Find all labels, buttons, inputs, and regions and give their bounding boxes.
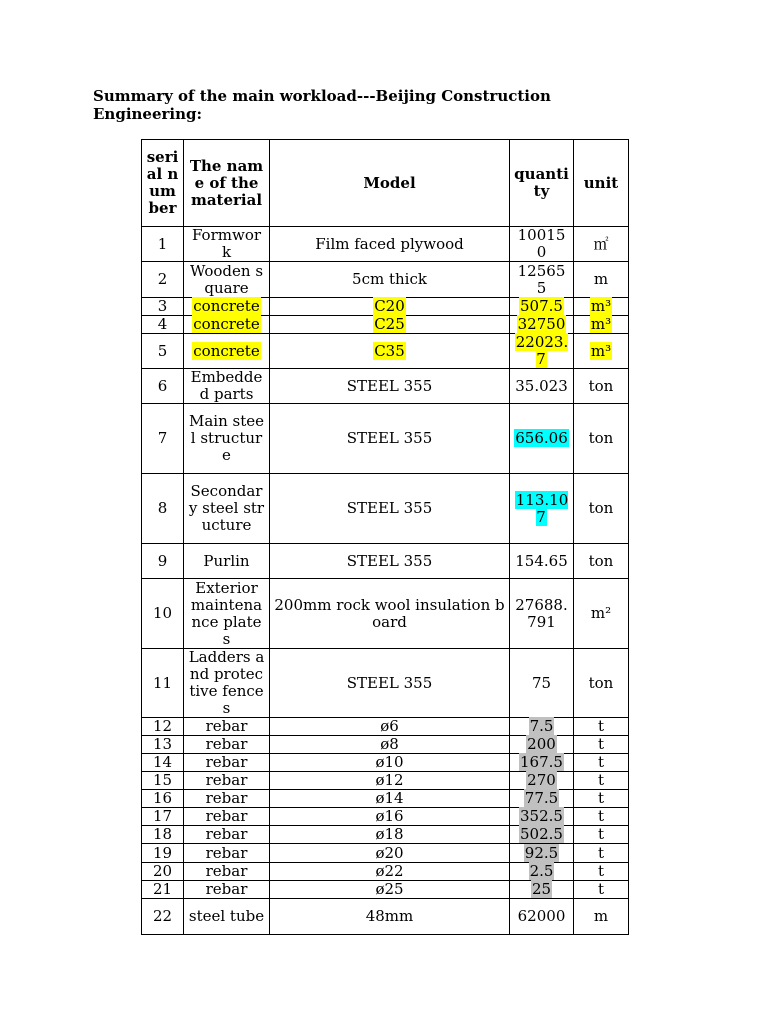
unit-value: m³ xyxy=(590,341,612,360)
serial-value: 3 xyxy=(157,297,168,315)
cell-model xyxy=(270,772,510,790)
model-value: ø25 xyxy=(375,880,404,898)
cell-model xyxy=(270,227,510,262)
table-row xyxy=(142,649,629,718)
name-value: rebar xyxy=(205,807,248,825)
unit-value: t xyxy=(597,862,605,880)
cell-serial xyxy=(142,369,184,404)
cell-unit xyxy=(574,844,629,863)
table-row xyxy=(142,718,629,736)
cell-name xyxy=(184,369,270,404)
table-row xyxy=(142,334,629,369)
cell-unit xyxy=(574,754,629,772)
cell-serial xyxy=(142,474,184,544)
name-value: Purlin xyxy=(203,551,250,570)
serial-value: 18 xyxy=(152,825,173,843)
cell-quantity xyxy=(510,227,574,262)
serial-value: 17 xyxy=(152,807,173,825)
table-row xyxy=(142,579,629,649)
cell-name xyxy=(184,579,270,649)
name-value: concrete xyxy=(193,297,260,315)
cell-name xyxy=(184,334,270,369)
cell-unit xyxy=(574,736,629,754)
unit-value: t xyxy=(597,771,605,789)
quantity-value: 125655 xyxy=(517,261,566,297)
cell-model xyxy=(270,316,510,334)
table-row xyxy=(142,826,629,844)
quantity-value: 7.5 xyxy=(529,717,554,735)
cell-name xyxy=(184,227,270,262)
model-value: STEEL 355 xyxy=(346,499,433,517)
cell-serial xyxy=(142,262,184,298)
model-value: ø12 xyxy=(375,771,404,789)
table-row xyxy=(142,404,629,474)
serial-value: 4 xyxy=(157,315,168,333)
model-value: 48mm xyxy=(365,907,414,925)
cell-serial xyxy=(142,736,184,754)
name-value: rebar xyxy=(205,862,248,880)
cell-name xyxy=(184,844,270,863)
serial-value: 8 xyxy=(157,499,168,517)
name-value: rebar xyxy=(205,717,248,735)
workload-table xyxy=(141,139,629,935)
unit-value: t xyxy=(597,789,605,807)
cell-model xyxy=(270,844,510,863)
unit-value: m xyxy=(593,270,609,288)
quantity-value: 75 xyxy=(531,673,552,692)
cell-serial xyxy=(142,754,184,772)
cell-quantity xyxy=(510,772,574,790)
quantity-value: 32750 xyxy=(517,315,566,333)
cell-name xyxy=(184,736,270,754)
name-value: concrete xyxy=(193,341,260,360)
cell-name xyxy=(184,262,270,298)
serial-value: 13 xyxy=(152,735,173,753)
document-title: Summary of the main workload---Beijing Construction Engineering: xyxy=(93,87,551,123)
cell-serial xyxy=(142,227,184,262)
serial-value: 14 xyxy=(152,753,173,771)
cell-model xyxy=(270,754,510,772)
table-row xyxy=(142,298,629,316)
table-row xyxy=(142,369,629,404)
cell-name xyxy=(184,881,270,899)
cell-name xyxy=(184,790,270,808)
cell-model xyxy=(270,808,510,826)
model-value: ø10 xyxy=(375,753,404,771)
name-value: rebar xyxy=(205,735,248,753)
model-value: C25 xyxy=(374,315,405,333)
model-value: STEEL 355 xyxy=(346,673,433,692)
unit-value: ton xyxy=(588,673,614,692)
table-row xyxy=(142,544,629,579)
cell-quantity xyxy=(510,262,574,298)
cell-quantity xyxy=(510,736,574,754)
cell-name xyxy=(184,863,270,881)
cell-quantity xyxy=(510,899,574,935)
cell-model xyxy=(270,474,510,544)
header-material-name: The name of the material xyxy=(184,140,270,227)
cell-name xyxy=(184,826,270,844)
quantity-value: 113.107 xyxy=(515,490,569,526)
cell-model xyxy=(270,649,510,718)
cell-unit xyxy=(574,899,629,935)
cell-unit xyxy=(574,316,629,334)
model-value: ø18 xyxy=(375,825,404,843)
serial-value: 1 xyxy=(157,234,168,253)
cell-serial xyxy=(142,649,184,718)
unit-value: t xyxy=(597,880,605,898)
cell-serial xyxy=(142,863,184,881)
table-body xyxy=(142,227,629,935)
cell-serial xyxy=(142,544,184,579)
cell-serial xyxy=(142,826,184,844)
cell-name xyxy=(184,544,270,579)
header-serial-number: serial number xyxy=(142,140,184,227)
quantity-value: 100150 xyxy=(517,226,566,261)
cell-quantity xyxy=(510,404,574,474)
name-value: concrete xyxy=(193,315,260,333)
cell-unit xyxy=(574,863,629,881)
cell-quantity xyxy=(510,334,574,369)
cell-quantity xyxy=(510,826,574,844)
cell-serial xyxy=(142,790,184,808)
quantity-value: 167.5 xyxy=(520,753,563,771)
unit-value: t xyxy=(597,825,605,843)
cell-model xyxy=(270,262,510,298)
cell-serial xyxy=(142,334,184,369)
cell-unit xyxy=(574,808,629,826)
name-value: rebar xyxy=(205,843,248,862)
unit-value: ㎡ xyxy=(593,234,609,253)
table-row xyxy=(142,844,629,863)
name-value: Ladders and protective fences xyxy=(188,648,265,717)
quantity-value: 77.5 xyxy=(524,789,559,807)
unit-value: ton xyxy=(588,499,614,517)
model-value: STEEL 355 xyxy=(346,376,433,395)
cell-quantity xyxy=(510,298,574,316)
cell-unit xyxy=(574,790,629,808)
cell-quantity xyxy=(510,844,574,863)
name-value: rebar xyxy=(205,825,248,843)
serial-value: 22 xyxy=(152,907,173,925)
serial-value: 16 xyxy=(152,789,173,807)
cell-unit xyxy=(574,881,629,899)
cell-serial xyxy=(142,844,184,863)
unit-value: t xyxy=(597,717,605,735)
quantity-value: 270 xyxy=(527,771,556,789)
quantity-value: 154.65 xyxy=(515,551,568,570)
model-value: STEEL 355 xyxy=(346,429,433,447)
cell-unit xyxy=(574,262,629,298)
cell-unit xyxy=(574,718,629,736)
unit-value: m² xyxy=(590,604,612,622)
cell-model xyxy=(270,579,510,649)
unit-value: m³ xyxy=(590,297,612,315)
cell-serial xyxy=(142,772,184,790)
quantity-value: 25 xyxy=(531,880,552,898)
table-row xyxy=(142,808,629,826)
name-value: rebar xyxy=(205,771,248,789)
name-value: rebar xyxy=(205,789,248,807)
cell-name xyxy=(184,316,270,334)
cell-serial xyxy=(142,718,184,736)
serial-value: 12 xyxy=(152,717,173,735)
serial-value: 10 xyxy=(152,604,173,622)
cell-model xyxy=(270,736,510,754)
cell-quantity xyxy=(510,863,574,881)
cell-model xyxy=(270,881,510,899)
serial-value: 7 xyxy=(157,429,168,447)
header-quantity: quantity xyxy=(510,140,574,227)
quantity-value: 352.5 xyxy=(520,807,563,825)
model-value: ø20 xyxy=(375,843,404,862)
quantity-value: 2.5 xyxy=(529,862,554,880)
cell-model xyxy=(270,334,510,369)
name-value: Formwork xyxy=(191,226,262,261)
name-value: steel tube xyxy=(188,907,265,925)
name-value: rebar xyxy=(205,880,248,898)
name-value: Embedded parts xyxy=(190,368,263,403)
serial-value: 20 xyxy=(152,862,173,880)
cell-unit xyxy=(574,227,629,262)
cell-unit xyxy=(574,826,629,844)
cell-quantity xyxy=(510,579,574,649)
table-row xyxy=(142,899,629,935)
name-value: Wooden square xyxy=(189,261,264,297)
quantity-value: 92.5 xyxy=(524,843,559,862)
cell-quantity xyxy=(510,369,574,404)
cell-model xyxy=(270,404,510,474)
unit-value: t xyxy=(597,735,605,753)
quantity-value: 200 xyxy=(527,735,556,753)
model-value: ø14 xyxy=(375,789,404,807)
cell-name xyxy=(184,649,270,718)
unit-value: ton xyxy=(588,429,614,447)
cell-quantity xyxy=(510,544,574,579)
cell-serial xyxy=(142,808,184,826)
name-value: rebar xyxy=(205,753,248,771)
table-row xyxy=(142,736,629,754)
cell-name xyxy=(184,298,270,316)
serial-value: 21 xyxy=(152,880,173,898)
header-unit: unit xyxy=(574,140,629,227)
unit-value: t xyxy=(597,753,605,771)
table-row xyxy=(142,474,629,544)
model-value: ø8 xyxy=(380,735,399,753)
serial-value: 6 xyxy=(157,376,168,395)
serial-value: 9 xyxy=(157,551,168,570)
name-value: Secondary steel structure xyxy=(188,482,265,534)
cell-quantity xyxy=(510,790,574,808)
quantity-value: 507.5 xyxy=(520,297,563,315)
cell-model xyxy=(270,718,510,736)
table-row xyxy=(142,881,629,899)
cell-unit xyxy=(574,404,629,474)
cell-serial xyxy=(142,404,184,474)
cell-quantity xyxy=(510,808,574,826)
table-row xyxy=(142,772,629,790)
table-row xyxy=(142,316,629,334)
model-value: ø16 xyxy=(375,807,404,825)
cell-model xyxy=(270,298,510,316)
model-value: C35 xyxy=(374,341,405,360)
serial-value: 15 xyxy=(152,771,173,789)
model-value: 200mm rock wool insulation board xyxy=(274,595,505,631)
model-value: ø6 xyxy=(380,717,399,735)
unit-value: m xyxy=(593,907,609,925)
cell-quantity xyxy=(510,754,574,772)
cell-model xyxy=(270,899,510,935)
table-row xyxy=(142,790,629,808)
cell-model xyxy=(270,790,510,808)
cell-quantity xyxy=(510,649,574,718)
cell-name xyxy=(184,754,270,772)
quantity-value: 502.5 xyxy=(520,825,563,843)
cell-unit xyxy=(574,474,629,544)
model-value: 5cm thick xyxy=(352,270,427,288)
cell-model xyxy=(270,826,510,844)
model-value: C20 xyxy=(374,297,405,315)
cell-serial xyxy=(142,881,184,899)
cell-serial xyxy=(142,899,184,935)
table-row xyxy=(142,754,629,772)
cell-serial xyxy=(142,316,184,334)
unit-value: m³ xyxy=(590,315,612,333)
table-header-row xyxy=(142,140,629,227)
unit-value: ton xyxy=(588,376,614,395)
cell-name xyxy=(184,718,270,736)
cell-quantity xyxy=(510,718,574,736)
cell-unit xyxy=(574,369,629,404)
table-row xyxy=(142,262,629,298)
header-model: Model xyxy=(270,140,510,227)
unit-value: t xyxy=(597,807,605,825)
serial-value: 11 xyxy=(152,673,173,692)
cell-unit xyxy=(574,772,629,790)
cell-unit xyxy=(574,579,629,649)
quantity-value: 35.023 xyxy=(515,376,568,395)
cell-model xyxy=(270,369,510,404)
serial-value: 2 xyxy=(157,270,168,288)
quantity-value: 656.06 xyxy=(515,429,568,447)
quantity-value: 27688.791 xyxy=(515,595,568,631)
cell-quantity xyxy=(510,474,574,544)
serial-value: 5 xyxy=(157,341,168,360)
table-row xyxy=(142,863,629,881)
quantity-value: 22023.7 xyxy=(515,333,569,368)
unit-value: ton xyxy=(588,551,614,570)
cell-name xyxy=(184,404,270,474)
cell-quantity xyxy=(510,316,574,334)
cell-unit xyxy=(574,298,629,316)
cell-model xyxy=(270,863,510,881)
cell-quantity xyxy=(510,881,574,899)
table-row xyxy=(142,227,629,262)
cell-unit xyxy=(574,649,629,718)
quantity-value: 62000 xyxy=(517,907,566,925)
cell-name xyxy=(184,899,270,935)
cell-serial xyxy=(142,298,184,316)
cell-unit xyxy=(574,334,629,369)
cell-name xyxy=(184,772,270,790)
unit-value: t xyxy=(597,843,605,862)
serial-value: 19 xyxy=(152,843,173,862)
model-value: STEEL 355 xyxy=(346,551,433,570)
cell-serial xyxy=(142,579,184,649)
model-value: ø22 xyxy=(375,862,404,880)
cell-name xyxy=(184,474,270,544)
cell-name xyxy=(184,808,270,826)
name-value: Main steel structure xyxy=(188,412,264,464)
name-value: Exterior maintenance plates xyxy=(190,578,263,648)
cell-unit xyxy=(574,544,629,579)
model-value: Film faced plywood xyxy=(315,234,464,253)
cell-model xyxy=(270,544,510,579)
